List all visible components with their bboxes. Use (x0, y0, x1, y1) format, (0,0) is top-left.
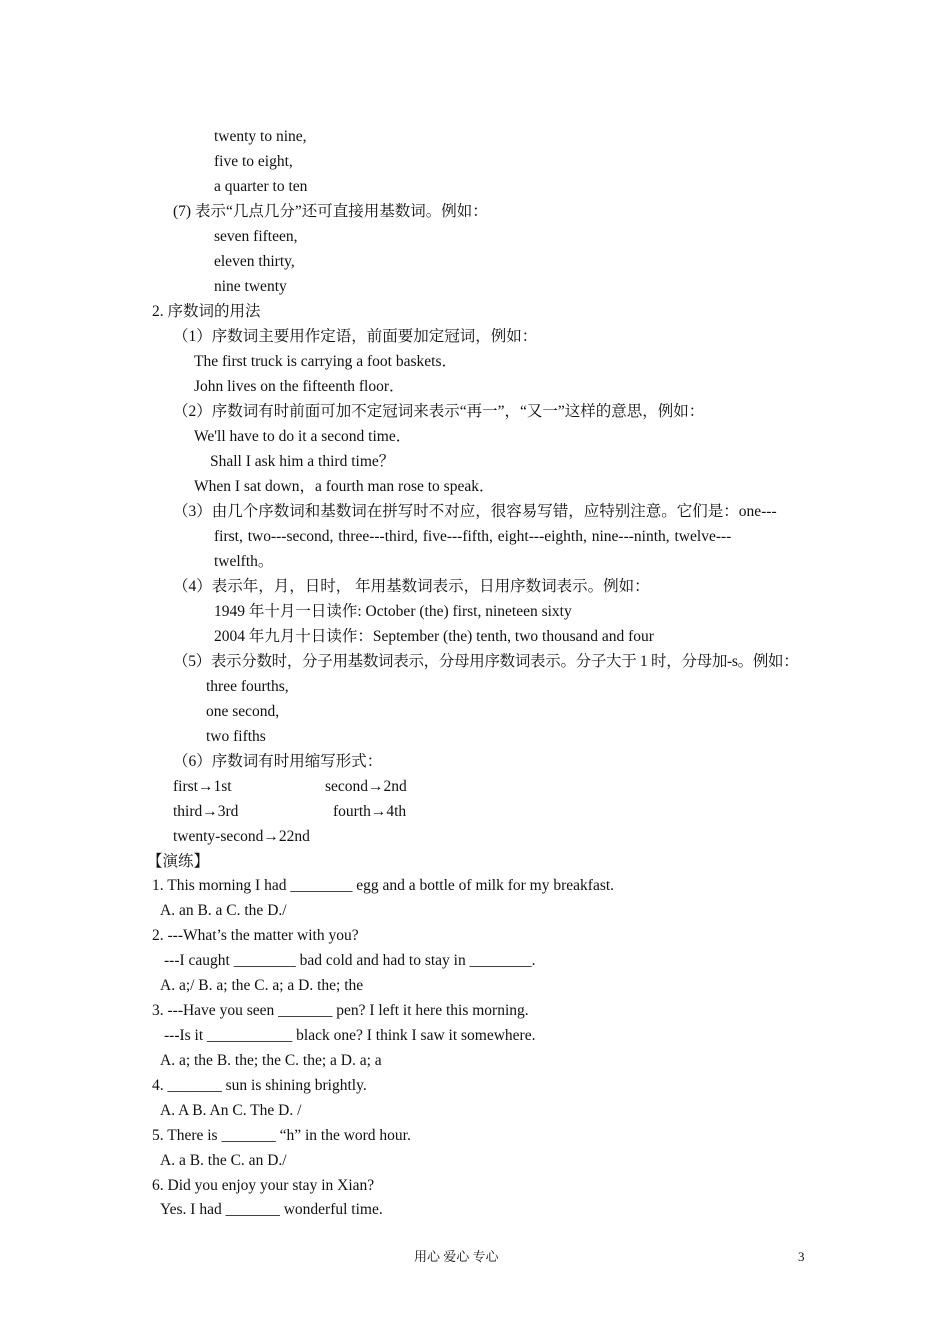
answer-options: A. A B. An C. The D. / (160, 1102, 302, 1119)
text-line: The first truck is carrying a foot baskets． (194, 353, 457, 370)
text-line: first→1st (173, 778, 232, 795)
answer-options: A. a B. the C. an D./ (160, 1152, 287, 1169)
text-line: three fourths, (206, 678, 289, 695)
text-line: first, two---second, three---third, five---fifth, eight---eighth, nine---ninth, twelve--- (214, 528, 732, 545)
text-line: twenty to nine, (214, 128, 307, 145)
text-line: twenty-second→22nd (173, 828, 310, 845)
text-line: five to eight, (214, 153, 293, 170)
question-text: 5. There is _______ “h” in the word hour. (152, 1127, 411, 1144)
answer-options: A. a; the B. the; the C. the; a D. a; a (160, 1052, 382, 1069)
text-line: （6）序数词有时用缩写形式： (173, 753, 383, 770)
text-line: We'll have to do it a second time． (194, 428, 412, 445)
answer-options: A. a;/ B. a; the C. a; a D. the; the (160, 977, 364, 994)
question-text: Yes. I had _______ wonderful time. (160, 1201, 383, 1218)
text-line: eleven thirty, (214, 253, 295, 270)
section-heading: 2. 序数词的用法 (152, 303, 261, 320)
footer-motto: 用心 爱心 专心 (414, 1249, 499, 1264)
text-line: Shall I ask him a third time？ (210, 453, 395, 470)
text-line: John lives on the fifteenth floor． (194, 378, 405, 395)
question-text: ---Is it ___________ black one? I think I saw it somewhere. (164, 1027, 536, 1044)
text-line: fourth→4th (333, 803, 407, 820)
text-line: （4）表示年，月，日时， 年用基数词表示，日用序数词表示。例如： (173, 578, 650, 595)
question-text: 3. ---Have you seen _______ pen? I left it here this morning. (152, 1002, 529, 1019)
text-line: （3）由几个序数词和基数词在拼写时不对应，很容易写错，应特别注意。它们是：one--- (173, 503, 777, 520)
text-line: (7) 表示“几点几分”还可直接用基数词。例如： (173, 203, 488, 220)
question-text: 6. Did you enjoy your stay in Xian? (152, 1177, 375, 1194)
text-line: nine twenty (214, 278, 287, 295)
page-number: 3 (798, 1249, 805, 1264)
text-line: second→2nd (325, 778, 407, 795)
text-line: a quarter to ten (214, 178, 308, 195)
text-line: （1）序数词主要用作定语，前面要加定冠词，例如： (173, 328, 538, 345)
text-line: 1949 年十月一日读作: October (the) first, nineteen sixty (214, 603, 572, 620)
section-heading: 【演练】 (147, 853, 210, 870)
question-text: ---I caught ________ bad cold and had to stay in ________. (164, 952, 536, 969)
text-line: twelfth。 (214, 553, 274, 570)
text-line: seven fifteen, (214, 228, 298, 245)
question-text: 1. This morning I had ________ egg and a bottle of milk for my breakfast. (152, 877, 615, 894)
text-line: 2004 年九月十日读作：September (the) tenth, two thousand and four (214, 628, 654, 645)
text-line: two fifths (206, 728, 266, 745)
text-line: （5）表示分数时，分子用基数词表示，分母用序数词表示。分子大于 1 时，分母加-s。例如： (173, 653, 799, 670)
question-text: 4. _______ sun is shining brightly. (152, 1077, 367, 1094)
answer-options: A. an B. a C. the D./ (160, 902, 287, 919)
text-line: third→3rd (173, 803, 239, 820)
question-text: 2. ---What’s the matter with you? (152, 927, 359, 944)
text-line: When I sat down，a fourth man rose to speak． (194, 478, 495, 495)
text-line: one second, (206, 703, 280, 720)
text-line: （2）序数词有时前面可加不定冠词来表示“再一”，“又一”这样的意思，例如： (173, 403, 705, 420)
